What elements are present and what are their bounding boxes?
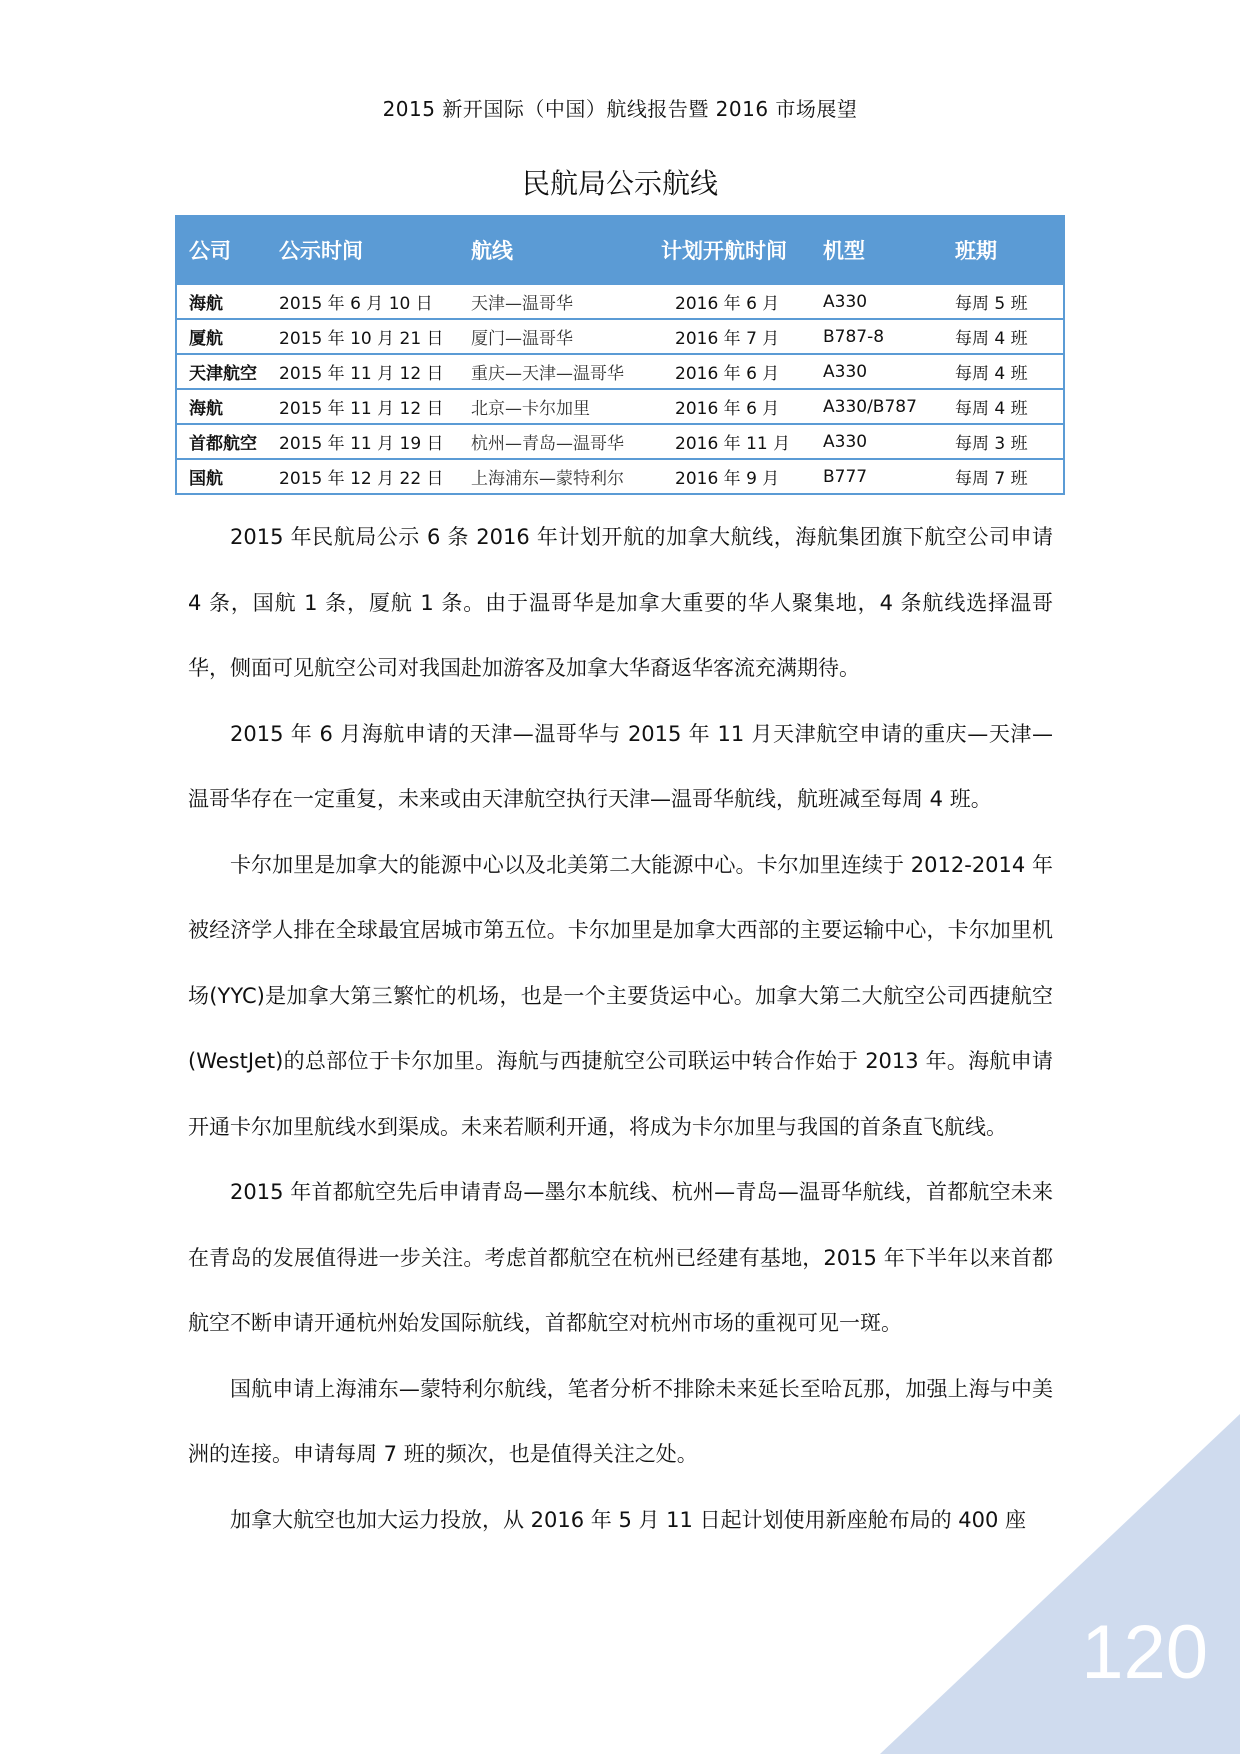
cell-route: 杭州—青岛—温哥华 bbox=[459, 424, 649, 459]
table-row bbox=[176, 459, 1064, 494]
col-frequency: 班期 bbox=[943, 216, 1064, 284]
cell-company: 天津航空 bbox=[176, 354, 267, 389]
cell-company: 国航 bbox=[176, 459, 267, 494]
cell-aircraft: A330 bbox=[811, 354, 943, 389]
paragraph: 2015 年民航局公示 6 条 2016 年计划开航的加拿大航线，海航集团旗下航空公司申请 4 条，国航 1 条，厦航 1 条。由于温哥华是加拿大重要的华人聚集地，4 条航线选择温哥华，侧面可见航空公司对我国赴加游客及加拿大华裔返华客流充满期待。 bbox=[188, 525, 1053, 680]
col-announce-date: 公示时间 bbox=[267, 216, 459, 284]
table-row bbox=[176, 354, 1064, 389]
col-aircraft: 机型 bbox=[811, 216, 943, 284]
col-company: 公司 bbox=[176, 216, 267, 284]
cell-frequency: 每周 7 班 bbox=[943, 459, 1064, 494]
cell-route: 北京—卡尔加里 bbox=[459, 389, 649, 424]
cell-frequency: 每周 3 班 bbox=[943, 424, 1064, 459]
page-number: 120 bbox=[1081, 1610, 1208, 1695]
cell-planned-date: 2016 年 6 月 bbox=[649, 284, 811, 319]
cell-aircraft: A330 bbox=[811, 424, 943, 459]
cell-announce-date: 2015 年 11 月 12 日 bbox=[267, 354, 459, 389]
article-body bbox=[188, 505, 1053, 1553]
cell-frequency: 每周 4 班 bbox=[943, 389, 1064, 424]
col-planned-date: 计划开航时间 bbox=[649, 216, 811, 284]
cell-company: 厦航 bbox=[176, 319, 267, 354]
table-row bbox=[176, 319, 1064, 354]
table-row bbox=[176, 284, 1064, 319]
table-row bbox=[176, 389, 1064, 424]
cell-company: 海航 bbox=[176, 389, 267, 424]
cell-frequency: 每周 5 班 bbox=[943, 284, 1064, 319]
table-header-row bbox=[176, 216, 1064, 284]
paragraph: 国航申请上海浦东—蒙特利尔航线，笔者分析不排除未来延长至哈瓦那，加强上海与中美洲的连接。申请每周 7 班的频次，也是值得关注之处。 bbox=[188, 1376, 1053, 1466]
table-row bbox=[176, 424, 1064, 459]
paragraph: 卡尔加里是加拿大的能源中心以及北美第二大能源中心。卡尔加里连续于 2012-2014 年被经济学人排在全球最宜居城市第五位。卡尔加里是加拿大西部的主要运输中心，卡尔加里机场(YYC)是加拿大第三繁忙的机场，也是一个主要货运中心。加拿大第二大航空公司西捷航空(WestJet)的总部位于卡尔加里。海航与西捷航空公司联运中转合作始于 2013 年。海航申请开通卡尔加里航线水到渠成。未来若顺利开通，将成为卡尔加里与我国的首条直飞航线。 bbox=[188, 852, 1053, 1139]
corner-decoration bbox=[880, 1414, 1240, 1754]
col-route: 航线 bbox=[459, 216, 649, 284]
cell-aircraft: B787-8 bbox=[811, 319, 943, 354]
section-title: 民航局公示航线 bbox=[521, 167, 718, 200]
paragraph: 加拿大航空也加大运力投放，从 2016 年 5 月 11 日起计划使用新座舱布局的 400 座 bbox=[230, 1507, 1027, 1532]
cell-company: 首都航空 bbox=[176, 424, 267, 459]
cell-aircraft: A330/B787 bbox=[811, 389, 943, 424]
cell-route: 天津—温哥华 bbox=[459, 284, 649, 319]
cell-planned-date: 2016 年 11 月 bbox=[649, 424, 811, 459]
cell-announce-date: 2015 年 11 月 19 日 bbox=[267, 424, 459, 459]
cell-route: 厦门—温哥华 bbox=[459, 319, 649, 354]
cell-announce-date: 2015 年 10 月 21 日 bbox=[267, 319, 459, 354]
cell-planned-date: 2016 年 6 月 bbox=[649, 354, 811, 389]
cell-aircraft: B777 bbox=[811, 459, 943, 494]
cell-frequency: 每周 4 班 bbox=[943, 319, 1064, 354]
cell-announce-date: 2015 年 11 月 12 日 bbox=[267, 389, 459, 424]
cell-planned-date: 2016 年 9 月 bbox=[649, 459, 811, 494]
routes-table bbox=[175, 215, 1065, 495]
cell-announce-date: 2015 年 6 月 10 日 bbox=[267, 284, 459, 319]
cell-frequency: 每周 4 班 bbox=[943, 354, 1064, 389]
paragraph: 2015 年首都航空先后申请青岛—墨尔本航线、杭州—青岛—温哥华航线，首都航空未来在青岛的发展值得进一步关注。考虑首都航空在杭州已经建有基地，2015 年下半年以来首都航空不断申请开通杭州始发国际航线，首都航空对杭州市场的重视可见一斑。 bbox=[188, 1180, 1053, 1335]
cell-route: 上海浦东—蒙特利尔 bbox=[459, 459, 649, 494]
cell-company: 海航 bbox=[176, 284, 267, 319]
cell-planned-date: 2016 年 7 月 bbox=[649, 319, 811, 354]
cell-aircraft: A330 bbox=[811, 284, 943, 319]
page-header-title: 2015 新开国际（中国）航线报告暨 2016 市场展望 bbox=[382, 97, 858, 121]
cell-announce-date: 2015 年 12 月 22 日 bbox=[267, 459, 459, 494]
cell-route: 重庆—天津—温哥华 bbox=[459, 354, 649, 389]
paragraph: 2015 年 6 月海航申请的天津—温哥华与 2015 年 11 月天津航空申请的重庆—天津—温哥华存在一定重复，未来或由天津航空执行天津—温哥华航线，航班减至每周 4 班。 bbox=[188, 721, 1053, 811]
cell-planned-date: 2016 年 6 月 bbox=[649, 389, 811, 424]
